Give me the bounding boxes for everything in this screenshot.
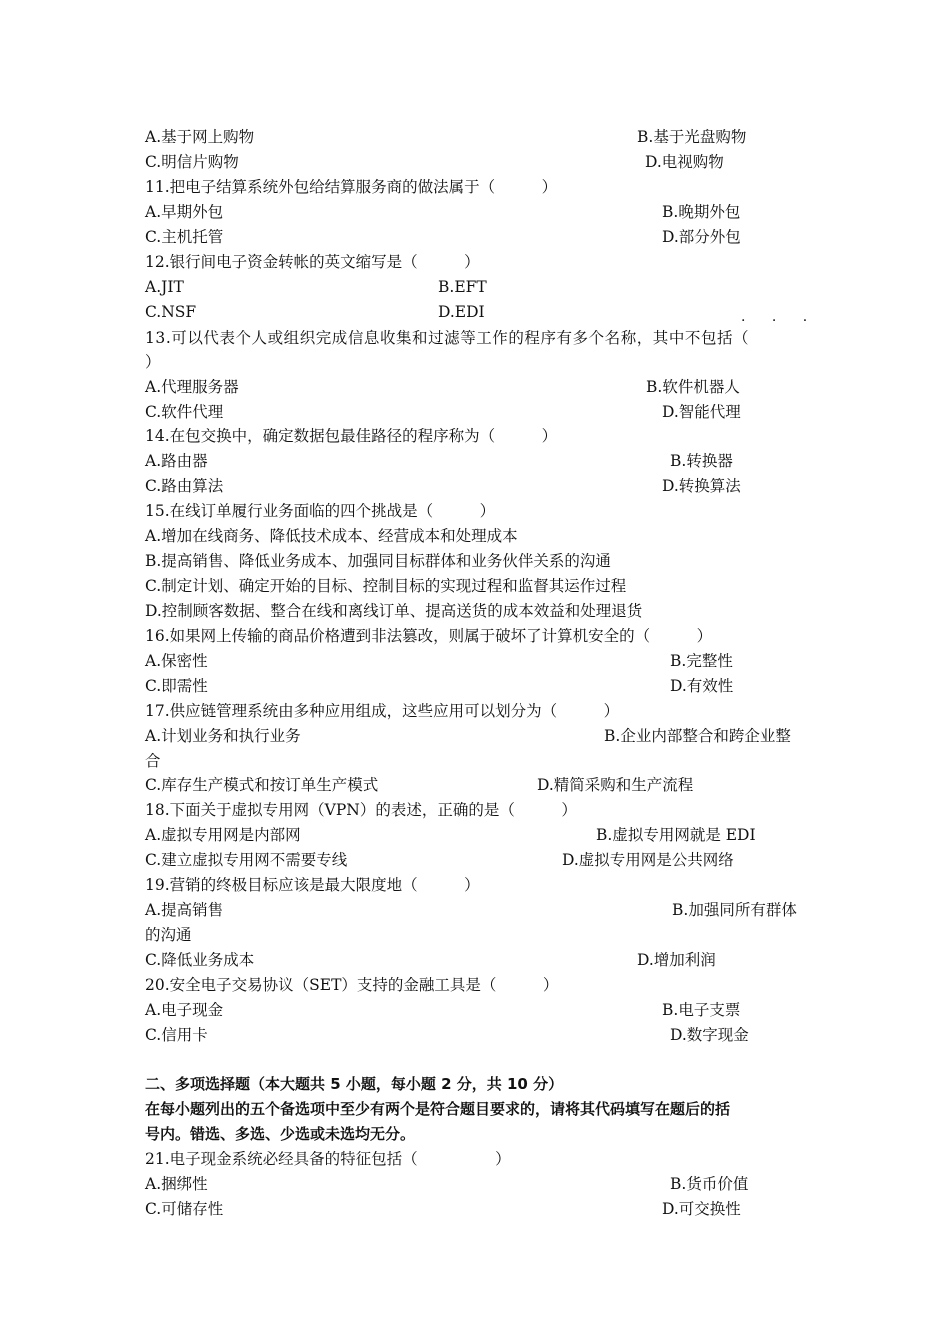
question-stem-continued: ） xyxy=(145,353,161,371)
option-c: C.明信片购物 xyxy=(145,153,239,171)
option-a: A.保密性 xyxy=(145,652,208,670)
option-d: D.虚拟专用网是公共网络 xyxy=(562,851,734,869)
question-stem: 18.下面关于虚拟专用网（VPN）的表述，正确的是（ ） xyxy=(145,801,577,819)
question-stem: 11.把电子结算系统外包给结算服务商的做法属于（ ） xyxy=(145,178,558,196)
question-stem: 13.可以代表个人或组织完成信息收集和过滤等工作的程序有多个名称，其中不包括（ xyxy=(145,329,750,347)
option-c: C.建立虚拟专用网不需要专线 xyxy=(145,851,348,869)
option-a: A.计划业务和执行业务 xyxy=(145,727,301,745)
option-d: D.精简采购和生产流程 xyxy=(537,776,694,794)
section-instructions-continued: 号内。错选、多选、少选或未选均无分。 xyxy=(145,1125,416,1143)
option-a: A.代理服务器 xyxy=(145,378,239,396)
section-instructions: 在每小题列出的五个备选项中至少有两个是符合题目要求的，请将其代码填写在题后的括 xyxy=(145,1100,731,1118)
option-a: A.JIT xyxy=(145,278,184,296)
emphasis-dots: · · · xyxy=(741,313,819,329)
option-c: C.即需性 xyxy=(145,677,208,695)
option-d: D.数字现金 xyxy=(670,1026,749,1044)
question-stem: 14.在包交换中，确定数据包最佳路径的程序称为（ ） xyxy=(145,427,558,445)
question-stem: 19.营销的终极目标应该是最大限度地（ ） xyxy=(145,876,480,894)
section-title: 二、多项选择题（本大题共 5 小题，每小题 2 分，共 10 分） xyxy=(145,1075,564,1093)
option-b-continued: 合 xyxy=(145,752,161,770)
option-b: B.转换器 xyxy=(670,452,733,470)
option-d: D.增加利润 xyxy=(637,951,716,969)
option-a: A.路由器 xyxy=(145,452,208,470)
option-c: C.路由算法 xyxy=(145,477,224,495)
option-d: D.部分外包 xyxy=(662,228,741,246)
option-b-continued: 的沟通 xyxy=(145,926,192,944)
option-b: B.货币价值 xyxy=(670,1175,749,1193)
option-a: A.增加在线商务、降低技术成本、经营成本和处理成本 xyxy=(145,527,518,545)
option-c: C.主机托管 xyxy=(145,228,224,246)
option-d: D.控制顾客数据、整合在线和离线订单、提高送货的成本效益和处理退货 xyxy=(145,602,643,620)
option-a: A.捆绑性 xyxy=(145,1175,208,1193)
option-d: D.有效性 xyxy=(670,677,734,695)
option-d: D.电视购物 xyxy=(645,153,724,171)
option-b: B.提高销售、降低业务成本、加强同目标群体和业务伙伴关系的沟通 xyxy=(145,552,611,570)
question-stem: 20.安全电子交易协议（SET）支持的金融工具是（ ） xyxy=(145,976,559,994)
option-c: C.信用卡 xyxy=(145,1026,208,1044)
option-a: A.电子现金 xyxy=(145,1001,224,1019)
option-c: C.可储存性 xyxy=(145,1200,224,1218)
option-b: B.加强同所有群体 xyxy=(672,901,797,919)
option-b: B.EFT xyxy=(438,278,487,296)
option-a: A.早期外包 xyxy=(145,203,224,221)
option-a: A.基于网上购物 xyxy=(145,128,255,146)
option-d: D.可交换性 xyxy=(662,1200,741,1218)
question-stem: 17.供应链管理系统由多种应用组成，这些应用可以划分为（ ） xyxy=(145,702,620,720)
option-c: C.库存生产模式和按订单生产模式 xyxy=(145,776,379,794)
option-b: B.完整性 xyxy=(670,652,733,670)
option-b: B.电子支票 xyxy=(662,1001,741,1019)
option-c: C.NSF xyxy=(145,303,197,321)
option-b: B.基于光盘购物 xyxy=(637,128,747,146)
option-b: B.晚期外包 xyxy=(662,203,741,221)
option-b: B.软件机器人 xyxy=(646,378,740,396)
question-stem: 21.电子现金系统必经具备的特征包括（ ） xyxy=(145,1150,511,1168)
option-b: B.企业内部整合和跨企业整 xyxy=(604,727,791,745)
question-stem: 15.在线订单履行业务面临的四个挑战是（ ） xyxy=(145,502,496,520)
option-a: A.提高销售 xyxy=(145,901,224,919)
option-a: A.虚拟专用网是内部网 xyxy=(145,826,301,844)
option-c: C.降低业务成本 xyxy=(145,951,255,969)
option-d: D.转换算法 xyxy=(662,477,741,495)
option-c: C.软件代理 xyxy=(145,403,224,421)
option-c: C.制定计划、确定开始的目标、控制目标的实现过程和监督其运作过程 xyxy=(145,577,627,595)
option-d: D.智能代理 xyxy=(662,403,741,421)
question-stem: 16.如果网上传输的商品价格遭到非法篡改，则属于破坏了计算机安全的（ ） xyxy=(145,627,713,645)
option-b: B.虚拟专用网就是 EDI xyxy=(596,826,756,844)
option-d: D.EDI xyxy=(438,303,485,321)
question-stem: 12.银行间电子资金转帐的英文缩写是（ ） xyxy=(145,253,480,271)
